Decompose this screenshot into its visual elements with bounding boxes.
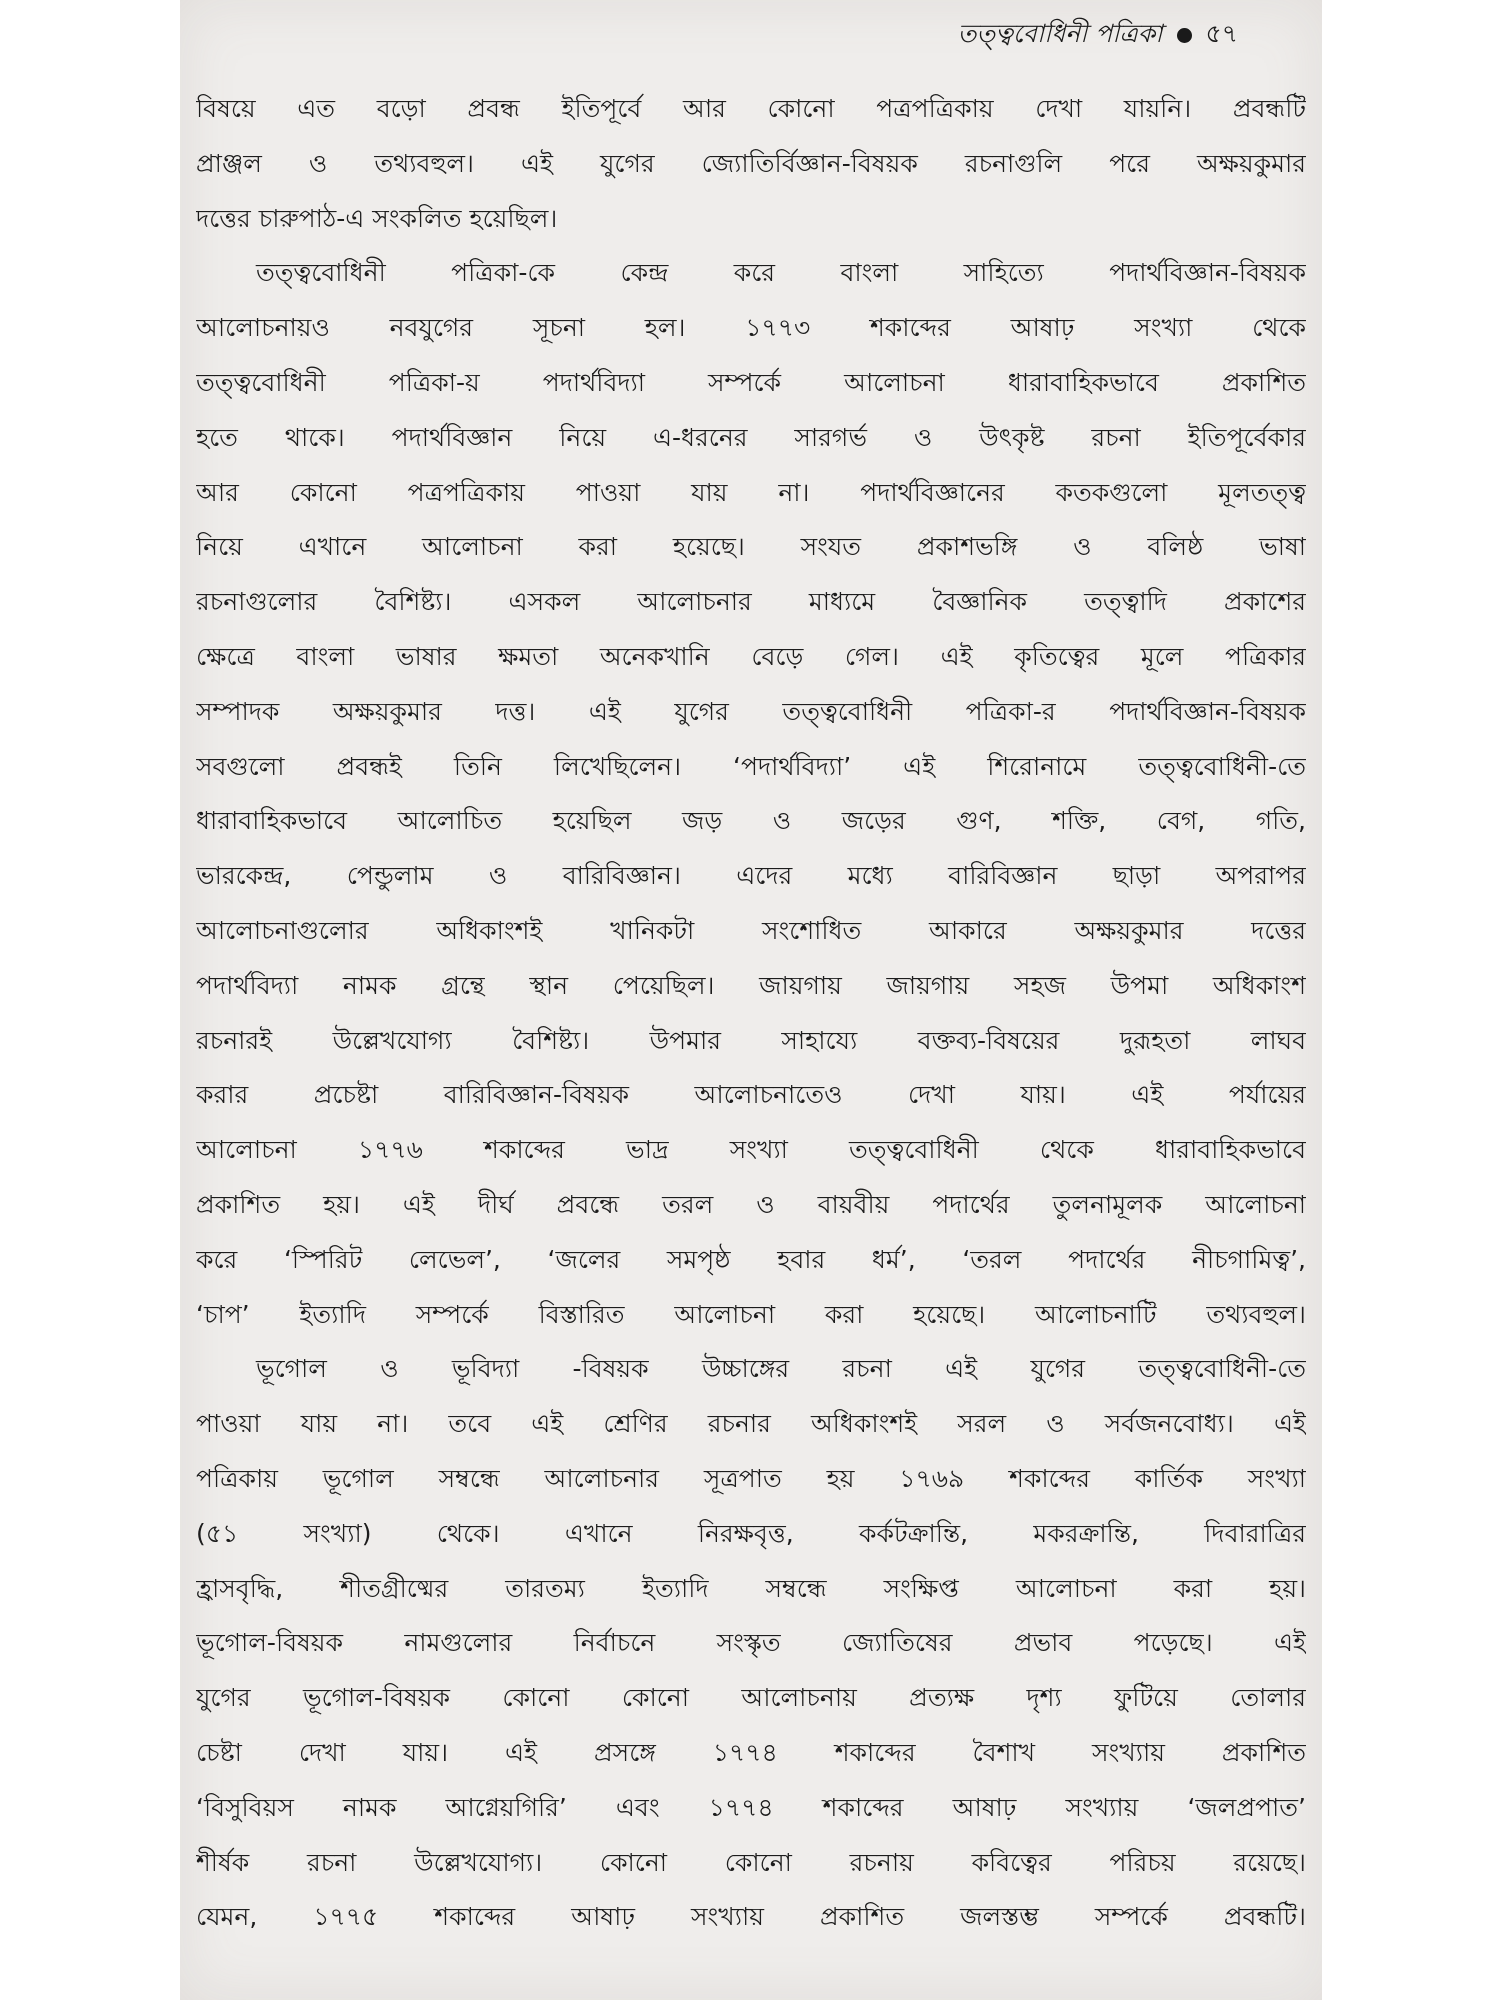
text-line: করে ‘স্পিরিট লেভেল’, ‘জলের সমপৃষ্ঠ হবার ধর্ম’, ‘তরল পদার্থের নীচগামিত্ব’, (196, 1244, 1306, 1274)
text-line: ‘চাপ’ ইত্যাদি সম্পর্কে বিস্তারিত আলোচনা করা হয়েছে। আলোচনাটি তথ্যবহুল। (196, 1299, 1306, 1329)
text-line: পাওয়া যায় না। তবে এই শ্রেণির রচনার অধিকাংশই সরল ও সর্বজনবোধ্য। এই (196, 1409, 1306, 1439)
text-line: প্রকাশিত হয়। এই দীর্ঘ প্রবন্ধে তরল ও বায়বীয় পদার্থের তুলনামূলক আলোচনা (196, 1189, 1306, 1219)
text-line: নিয়ে এখানে আলোচনা করা হয়েছে। সংযত প্রকাশভঙ্গি ও বলিষ্ঠ ভাষা (196, 532, 1306, 562)
journal-title: তত্ত্ববোধিনী পত্রিকা (957, 19, 1163, 48)
text-line: যুগের ভূগোল-বিষয়ক কোনো কোনো আলোচনায় প্রত্যক্ষ দৃশ্য ফুটিয়ে তোলার (196, 1683, 1306, 1713)
text-line: (৫১ সংখ্যা) থেকে। এখানে নিরক্ষবৃত্ত, কর্কটক্রান্তি, মকরক্রান্তি, দিবারাত্রির (196, 1518, 1306, 1548)
text-line: দত্তের চারুপাঠ-এ সংকলিত হয়েছিল। (196, 203, 558, 233)
text-line: ভূগোল-বিষয়ক নামগুলোর নির্বাচনে সংস্কৃত জ্যোতিষের প্রভাব পড়েছে। এই (196, 1628, 1306, 1658)
book-page (180, 0, 1322, 2000)
bullet-dot-icon (1177, 28, 1192, 43)
text-line: রচনারই উল্লেখযোগ্য বৈশিষ্ট্য। উপমার সাহায্যে বক্তব্য-বিষয়ের দুরূহতা লাঘব (196, 1025, 1306, 1055)
text-line: বিষয়ে এত বড়ো প্রবন্ধ ইতিপূর্বে আর কোনো পত্রপত্রিকায় দেখা যায়নি। প্রবন্ধটি (196, 94, 1306, 123)
text-line: ‘বিসুবিয়স নামক আগ্নেয়গিরি’ এবং ১৭৭৪ শকাব্দের আষাঢ় সংখ্যায় ‘জলপ্রপাত’ (196, 1792, 1306, 1822)
text-line: আলোচনা ১৭৭৬ শকাব্দের ভাদ্র সংখ্যা তত্ত্ববোধিনী থেকে ধারাবাহিকভাবে (196, 1135, 1306, 1165)
text-line: ভারকেন্দ্র, পেন্ডুলাম ও বারিবিজ্ঞান। এদের মধ্যে বারিবিজ্ঞান ছাড়া অপরাপর (196, 861, 1306, 891)
text-line: করার প্রচেষ্টা বারিবিজ্ঞান-বিষয়ক আলোচনাতেও দেখা যায়। এই পর্যায়ের (196, 1080, 1306, 1110)
text-line: হ্রাসবৃদ্ধি, শীতগ্রীষ্মের তারতম্য ইত্যাদি সম্বন্ধে সংক্ষিপ্ত আলোচনা করা হয়। (196, 1573, 1306, 1603)
text-line: তত্ত্ববোধিনী পত্রিকা-কে কেন্দ্র করে বাংলা সাহিত্যে পদার্থবিজ্ঞান-বিষয়ক (256, 258, 1306, 288)
text-line: পদার্থবিদ্যা নামক গ্রন্থে স্থান পেয়েছিল। জায়গায় জায়গায় সহজ উপমা অধিকাংশ (196, 970, 1306, 1000)
text-line: ভূগোল ও ভূবিদ্যা -বিষয়ক উচ্চাঙ্গের রচনা এই যুগের তত্ত্ববোধিনী-তে (256, 1354, 1306, 1384)
text-line: ক্ষেত্রে বাংলা ভাষার ক্ষমতা অনেকখানি বেড়ে গেল। এই কৃতিত্বের মূলে পত্রিকার (196, 641, 1306, 671)
text-line: প্রাঞ্জল ও তথ্যবহুল। এই যুগের জ্যোতির্বিজ্ঞান-বিষয়ক রচনাগুলি পরে অক্ষয়কুমার (196, 148, 1306, 178)
text-line: হতে থাকে। পদার্থবিজ্ঞান নিয়ে এ-ধরনের সারগর্ভ ও উৎকৃষ্ট রচনা ইতিপূর্বেকার (196, 422, 1306, 452)
text-line: তত্ত্ববোধিনী পত্রিকা-য় পদার্থবিদ্যা সম্পর্কে আলোচনা ধারাবাহিকভাবে প্রকাশিত (196, 367, 1306, 397)
running-header (958, 14, 1238, 57)
text-line: যেমন, ১৭৭৫ শকাব্দের আষাঢ় সংখ্যায় প্রকাশিত জলস্তম্ভ সম্পর্কে প্রবন্ধটি। (196, 1902, 1306, 1932)
text-line: আলোচনায়ও নবযুগের সূচনা হল। ১৭৭৩ শকাব্দের আষাঢ় সংখ্যা থেকে (196, 313, 1306, 343)
text-line: আর কোনো পত্রপত্রিকায় পাওয়া যায় না। পদার্থবিজ্ঞানের কতকগুলো মূলতত্ত্ব (196, 477, 1306, 507)
text-line: সবগুলো প্রবন্ধই তিনি লিখেছিলেন। ‘পদার্থবিদ্যা’ এই শিরোনামে তত্ত্ববোধিনী-তে (196, 751, 1306, 781)
text-line: চেষ্টা দেখা যায়। এই প্রসঙ্গে ১৭৭৪ শকাব্দের বৈশাখ সংখ্যায় প্রকাশিত (196, 1737, 1306, 1767)
body-text (196, 82, 1306, 1945)
text-line: সম্পাদক অক্ষয়কুমার দত্ত। এই যুগের তত্ত্ববোধিনী পত্রিকা-র পদার্থবিজ্ঞান-বিষয়ক (196, 696, 1306, 726)
page-number: ৫৭ (1205, 19, 1238, 48)
text-line: রচনাগুলোর বৈশিষ্ট্য। এসকল আলোচনার মাধ্যমে বৈজ্ঞানিক তত্ত্বাদি প্রকাশের (196, 587, 1306, 617)
text-line: শীর্ষক রচনা উল্লেখযোগ্য। কোনো কোনো রচনায় কবিত্বের পরিচয় রয়েছে। (196, 1847, 1306, 1877)
text-line: পত্রিকায় ভূগোল সম্বন্ধে আলোচনার সূত্রপাত হয় ১৭৬৯ শকাব্দের কার্তিক সংখ্যা (196, 1463, 1306, 1493)
text-line: আলোচনাগুলোর অধিকাংশই খানিকটা সংশোধিত আকারে অক্ষয়কুমার দত্তের (196, 915, 1306, 945)
text-line: ধারাবাহিকভাবে আলোচিত হয়েছিল জড় ও জড়ের গুণ, শক্তি, বেগ, গতি, (196, 806, 1306, 836)
